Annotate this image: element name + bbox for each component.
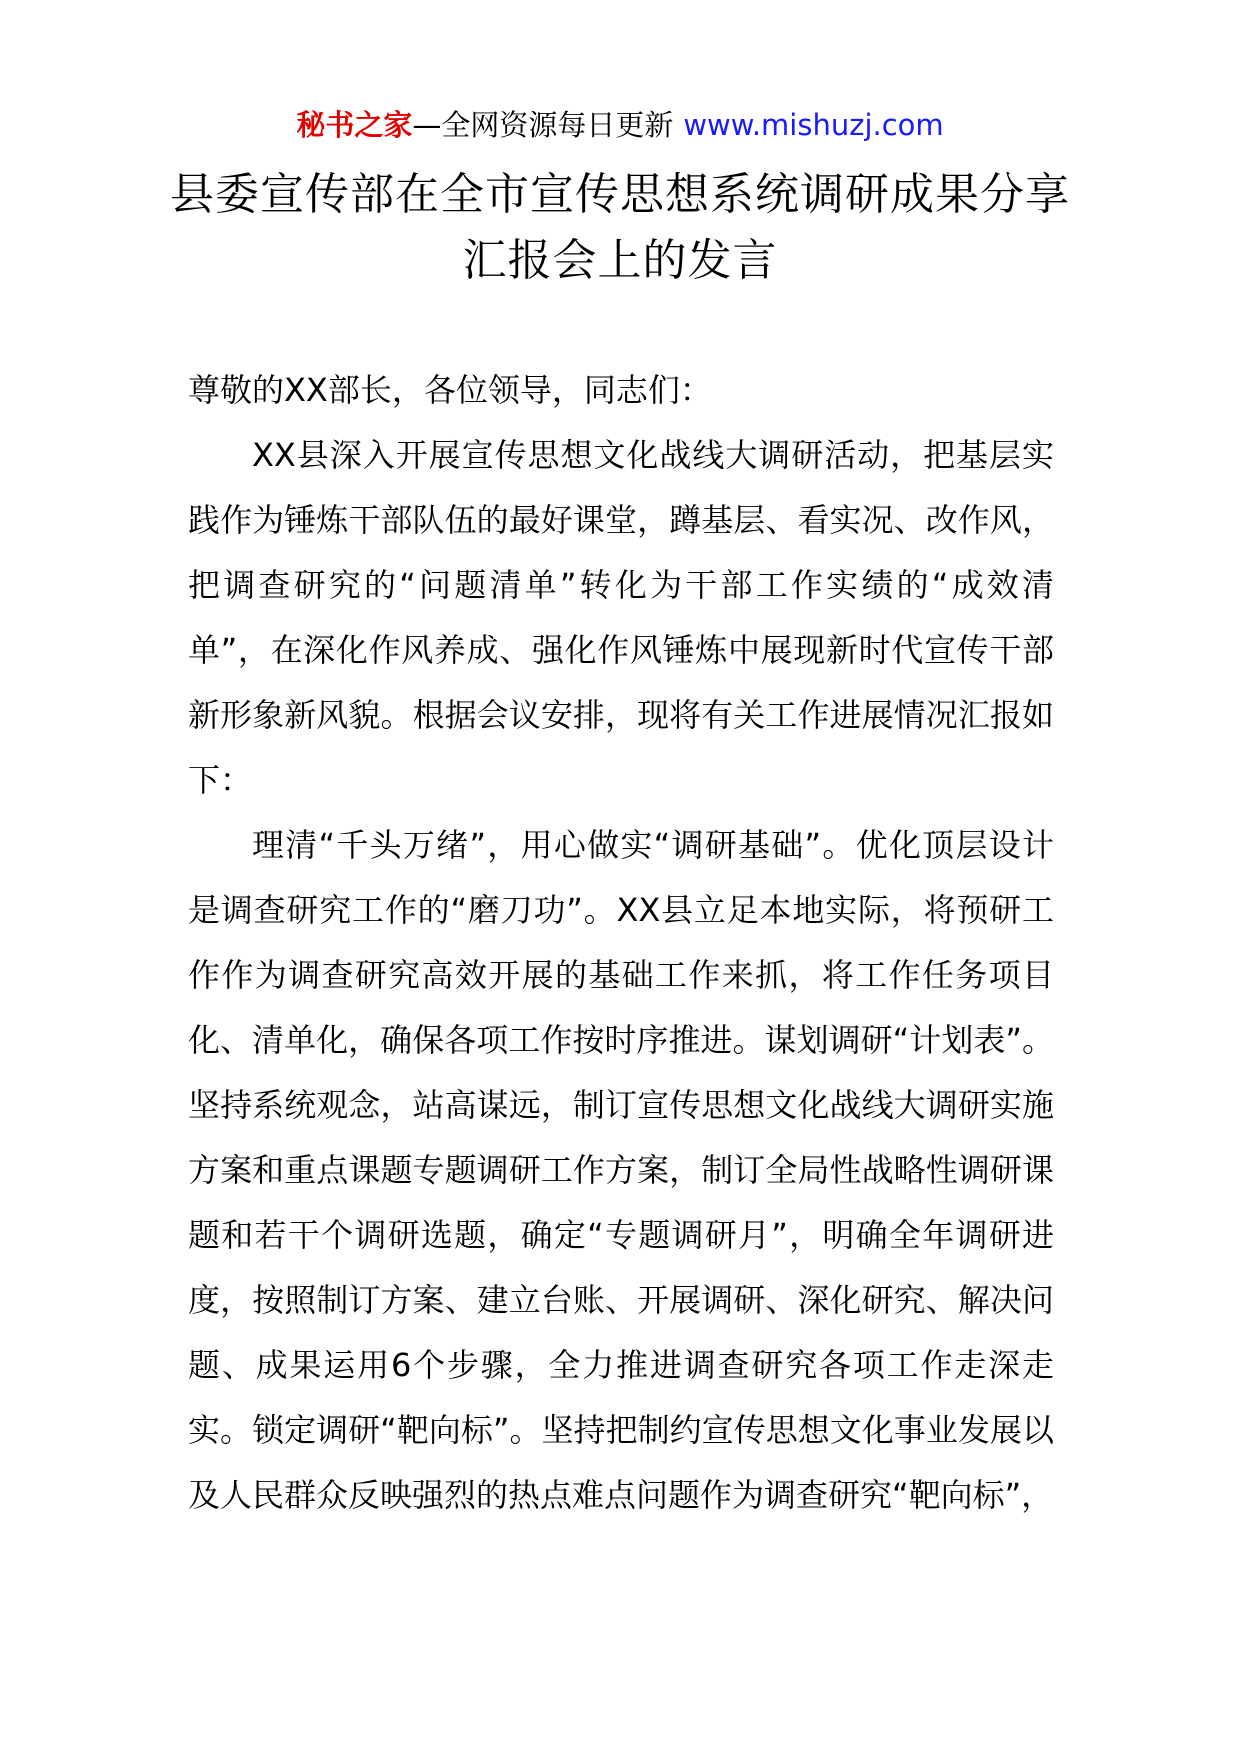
header-slogan: —全网资源每日更新 — [412, 108, 674, 142]
site-url[interactable]: www.mishuzj.com — [683, 108, 944, 142]
salutation: 尊敬的XX部长，各位领导，同志们： — [188, 371, 712, 409]
document-title: 县委宣传部在全市宣传思想系统调研成果分享汇报会上的发言 — [170, 169, 1070, 286]
paragraph-research-basis: 理清“千头万绪”，用心做实“调研基础”。优化顶层设计是调查研究工作的“磨刀功”。XX县立足本地实际，将预研工作作为调查研究高效开展的基础工作来抓，将工作任务项目化、清单化，确保各项工作按时序推进。谋划调研“计划表”。坚持系统观念，站高谋远，制订宣传思想文化战线大调研实施方案和重点课题专题调研工作方案，制订全局性战略性调研课题和若干个调研选题，确定“专题调研月”，明确全年调研进度，按照制订方案、建立台账、开展调研、深化研究、解决问题、成果运用6个步骤，全力推进调查研究各项工作走深走实。锁定调研“靶向标”。坚持把制约宣传思想文化事业发展以及人民群众反映强烈的热点难点问题作为调查研究“靶向标”， — [188, 826, 1054, 1514]
brand-name: 秘书之家 — [296, 108, 413, 142]
site-header — [0, 104, 1240, 146]
document-body — [188, 358, 1054, 1528]
paragraph-intro: XX县深入开展宣传思想文化战线大调研活动，把基层实践作为锤炼干部队伍的最好课堂，蹲基层、看实况、改作风，把调查研究的“问题清单”转化为干部工作实绩的“成效清单”，在深化作风养成、强化作风锤炼中展现新时代宣传干部新形象新风貌。根据会议安排，现将有关工作进展情况汇报如下： — [188, 436, 1054, 799]
